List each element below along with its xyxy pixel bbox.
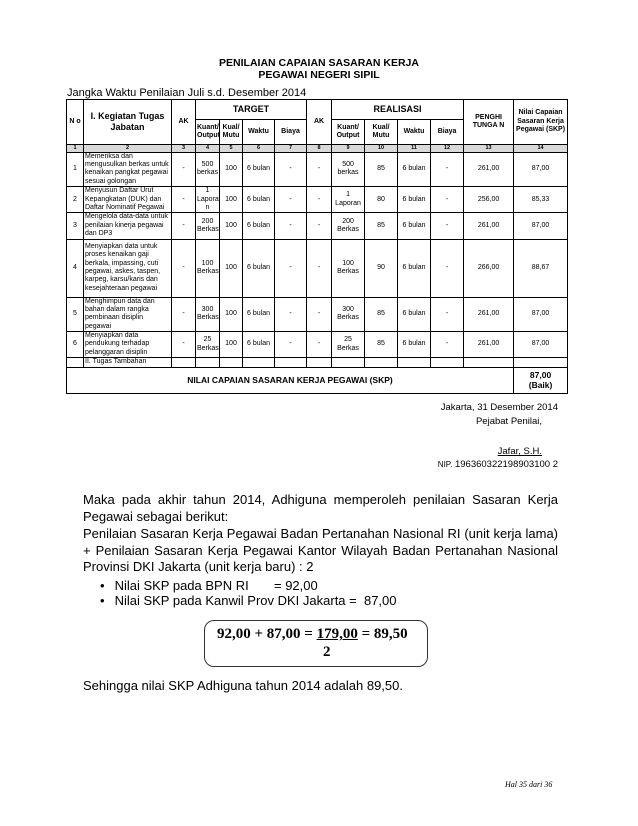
bullet-bpn: • Nilai SKP pada BPN RI = 92,00: [100, 578, 318, 593]
header-ak-realisasi: AK: [307, 100, 332, 145]
cell-kegiatan: Memeriksa dan mengusulkan berkas untuk kenaikan pangkat pegawai sesuai golongan: [84, 152, 172, 187]
cell-r-kual: 85: [365, 213, 398, 239]
cell-ak: -: [172, 332, 196, 358]
cell-r-biaya: -: [431, 239, 464, 297]
paragraph-intro: Maka pada akhir tahun 2014, Adhiguna memperoleh penilaian Sasaran Kerja Pegawai sebagai berikut:: [83, 492, 558, 524]
cell-ak: -: [172, 152, 196, 187]
colnum: 4: [196, 145, 220, 153]
cell-r-biaya: -: [431, 152, 464, 187]
cell-hitung: 261,00: [464, 332, 514, 358]
header-nilai-capaian: Nilai Capaian Sasaran Kerja Pegawai (SKP): [514, 100, 568, 145]
colnum: 2: [84, 145, 172, 153]
colnum: 6: [243, 145, 275, 153]
cell-r-kual: 85: [365, 297, 398, 332]
cell-t-kuant: 25 Berkas: [196, 332, 220, 358]
bullet-kanwil: • Nilai SKP pada Kanwil Prov DKI Jakarta = 87,00: [100, 593, 397, 608]
cell-r-waktu: 6 bulan: [398, 152, 431, 187]
cell-ak: -: [172, 213, 196, 239]
colnum: 3: [172, 145, 196, 153]
header-target: TARGET: [196, 100, 307, 120]
cell-r-ak: -: [307, 152, 332, 187]
doc-title-line2: PEGAWAI NEGERI SIPIL: [258, 69, 380, 81]
cell-r-waktu: 6 bulan: [398, 239, 431, 297]
bullet-kanwil-text: Nilai SKP pada Kanwil Prov DKI Jakarta = 87,00: [114, 593, 397, 608]
cell-r-kuant: 100 Berkas: [332, 239, 365, 297]
cell-nilai: 87,00: [514, 332, 568, 358]
cell-t-kuant: 100 Berkas: [196, 239, 220, 297]
header-no: N o: [67, 100, 84, 145]
formula-line: [217, 626, 408, 643]
cell-r-kuant: 300 Berkas: [332, 297, 365, 332]
colnum: 8: [307, 145, 332, 153]
header-r-kual: Kual/ Mutu: [365, 120, 398, 145]
cell-r-kual: 90: [365, 239, 398, 297]
cell-hitung: 266,00: [464, 239, 514, 297]
cell-r-ak: -: [307, 239, 332, 297]
cell-t-biaya: -: [275, 152, 307, 187]
cell-r-biaya: -: [431, 297, 464, 332]
header-t-biaya: Biaya: [275, 120, 307, 145]
cell-t-kual: 100: [220, 152, 243, 187]
table-row: [67, 152, 568, 187]
cell-t-kual: 100: [220, 297, 243, 332]
header-t-waktu: Waktu: [243, 120, 275, 145]
cell-r-ak: -: [307, 213, 332, 239]
cell-no: 4: [67, 239, 84, 297]
formula-left: 92,00 + 87,00 =: [217, 626, 317, 642]
nip-value: 196360322198903100 2: [454, 459, 558, 470]
cell-t-kuant: 500 berkas: [196, 152, 220, 187]
cell-t-waktu: 6 bulan: [243, 332, 275, 358]
sign-nip-line: [380, 459, 558, 470]
nip-label: NIP.: [437, 460, 453, 469]
cell-r-waktu: 6 bulan: [398, 187, 431, 213]
paragraph-conclusion: Sehingga nilai SKP Adhiguna tahun 2014 adalah 89,50.: [83, 678, 403, 693]
formula-numerator: 179,00: [316, 626, 358, 642]
cell-r-ak: -: [307, 332, 332, 358]
formula-denominator: 2: [323, 644, 331, 660]
bullet-bpn-text: Nilai SKP pada BPN RI = 92,00: [114, 578, 318, 593]
cell-nilai: 85,33: [514, 187, 568, 213]
header-t-kual: Kual/ Mutu: [220, 120, 243, 145]
table-row: [67, 213, 568, 239]
cell-kegiatan: Menyusun Daftar Urut Kepangkatan (DUK) dan Daftar Nominatif Pegawai: [84, 187, 172, 213]
cell-nilai: 88,67: [514, 239, 568, 297]
cell-kegiatan: Menyiapkan data untuk proses kenaikan gaji berkala, impassing, cuti pegawai, askes, taspen, karpeg, karsu/karis dan kesejahteraan pegawai: [84, 239, 172, 297]
colnum: 1: [67, 145, 84, 153]
skp-rows: [67, 152, 568, 358]
table-row: [67, 239, 568, 297]
header-ak: AK: [172, 100, 196, 145]
cell-kegiatan: Mengelola data-data untuk penilaian kinerja pegawai dan DP3: [84, 213, 172, 239]
cell-r-biaya: -: [431, 332, 464, 358]
doc-title-line1: PENILAIAN CAPAIAN SASARAN KERJA: [219, 57, 419, 69]
header-r-kuant: Kuant/ Output: [332, 120, 365, 145]
cell-hitung: 261,00: [464, 213, 514, 239]
cell-nilai: 87,00: [514, 152, 568, 187]
cell-t-kuant: 300 Berkas: [196, 297, 220, 332]
cell-hitung: 261,00: [464, 297, 514, 332]
tugas-tambahan-label: II. Tugas Tambahan: [84, 358, 172, 367]
cell-r-waktu: 6 bulan: [398, 332, 431, 358]
header-r-biaya: Biaya: [431, 120, 464, 145]
cell-t-kual: 100: [220, 187, 243, 213]
cell-nilai: 87,00: [514, 213, 568, 239]
cell-t-kual: 100: [220, 332, 243, 358]
colnum: 7: [275, 145, 307, 153]
cell-r-waktu: 6 bulan: [398, 213, 431, 239]
cell-r-waktu: 6 bulan: [398, 297, 431, 332]
cell-r-ak: -: [307, 297, 332, 332]
cell-ak: -: [172, 297, 196, 332]
cell-t-kuant: 200 Berkas: [196, 213, 220, 239]
header-t-kuant: Kuant/ Output: [196, 120, 220, 145]
cell-t-biaya: -: [275, 297, 307, 332]
colnum: 5: [220, 145, 243, 153]
cell-r-kuant: 500 berkas: [332, 152, 365, 187]
cell-r-ak: -: [307, 187, 332, 213]
cell-r-kual: 80: [365, 187, 398, 213]
table-row: [67, 332, 568, 358]
cell-t-waktu: 6 bulan: [243, 297, 275, 332]
header-realisasi: REALISASI: [332, 100, 464, 120]
colnum: 13: [464, 145, 514, 153]
total-value: 87,00: [529, 369, 552, 380]
paragraph-penilaian: Penilaian Sasaran Kerja Pegawai Badan Pertanahan Nasional RI (unit kerja lama) + Penilaian Sasaran Kerja Pegawai Kantor Wilayah Badan Pertanahan Nasional Provinsi DKI Jakarta (unit kerja baru) : 2: [83, 526, 558, 574]
cell-r-biaya: -: [431, 213, 464, 239]
cell-ak: -: [172, 187, 196, 213]
cell-r-kuant: 200 Berkas: [332, 213, 365, 239]
cell-no: 2: [67, 187, 84, 213]
colnum: 10: [365, 145, 398, 153]
cell-t-biaya: -: [275, 213, 307, 239]
cell-t-waktu: 6 bulan: [243, 213, 275, 239]
table-row: [67, 187, 568, 213]
cell-no: 1: [67, 152, 84, 187]
sign-place-date: Jakarta, 31 Desember 2014: [440, 402, 558, 413]
page-footer: Hal 35 dari 36: [505, 780, 553, 789]
cell-r-kual: 85: [365, 332, 398, 358]
colnum: 14: [514, 145, 568, 153]
cell-kegiatan: Menghimpun data dan bahan dalam rangka pembinaan disiplin pegawai: [84, 297, 172, 332]
sign-role: Pejabat Penilai,: [475, 416, 542, 427]
cell-t-kual: 100: [220, 213, 243, 239]
formula-right: = 89,50: [357, 626, 408, 642]
cell-t-kual: 100: [220, 239, 243, 297]
header-r-waktu: Waktu: [398, 120, 431, 145]
tambahan-no-cell: [67, 358, 84, 367]
header-penghitungan: PENGHI TUNGA N: [464, 100, 514, 145]
cell-hitung: 261,00: [464, 152, 514, 187]
total-label: NILAI CAPAIAN SASARAN KERJA PEGAWAI (SKP): [67, 367, 514, 393]
cell-t-biaya: -: [275, 239, 307, 297]
cell-t-biaya: -: [275, 187, 307, 213]
colnum: 11: [398, 145, 431, 153]
skp-table: [66, 99, 568, 394]
cell-t-waktu: 6 bulan: [243, 187, 275, 213]
cell-hitung: 256,00: [464, 187, 514, 213]
sign-name: Jafar, S.H.: [497, 446, 542, 457]
period-label: Jangka Waktu Penilaian Juli s.d. Desember 2014: [67, 87, 307, 99]
cell-r-biaya: -: [431, 187, 464, 213]
total-predikat: (Baik): [528, 380, 553, 391]
table-row: [67, 297, 568, 332]
cell-t-biaya: -: [275, 332, 307, 358]
cell-t-kuant: 1 Lapora n: [197, 187, 219, 211]
cell-no: 5: [67, 297, 84, 332]
formula-box: [204, 620, 428, 667]
cell-t-waktu: 6 bulan: [243, 152, 275, 187]
cell-r-kual: 85: [365, 152, 398, 187]
cell-kegiatan: Menyiapkan data pendukung terhadap pelanggaran disiplin: [84, 332, 172, 358]
cell-no: 3: [67, 213, 84, 239]
cell-no: 6: [67, 332, 84, 358]
cell-r-kuant: 1 Laporan: [332, 187, 365, 213]
colnum: 12: [431, 145, 464, 153]
cell-ak: -: [172, 239, 196, 297]
cell-t-waktu: 6 bulan: [243, 239, 275, 297]
total-value-cell: [514, 367, 568, 393]
cell-r-kuant: 25 Berkas: [332, 332, 365, 358]
colnum: 9: [332, 145, 365, 153]
cell-nilai: 87,00: [514, 297, 568, 332]
header-kegiatan: I. Kegiatan Tugas Jabatan: [84, 100, 172, 145]
